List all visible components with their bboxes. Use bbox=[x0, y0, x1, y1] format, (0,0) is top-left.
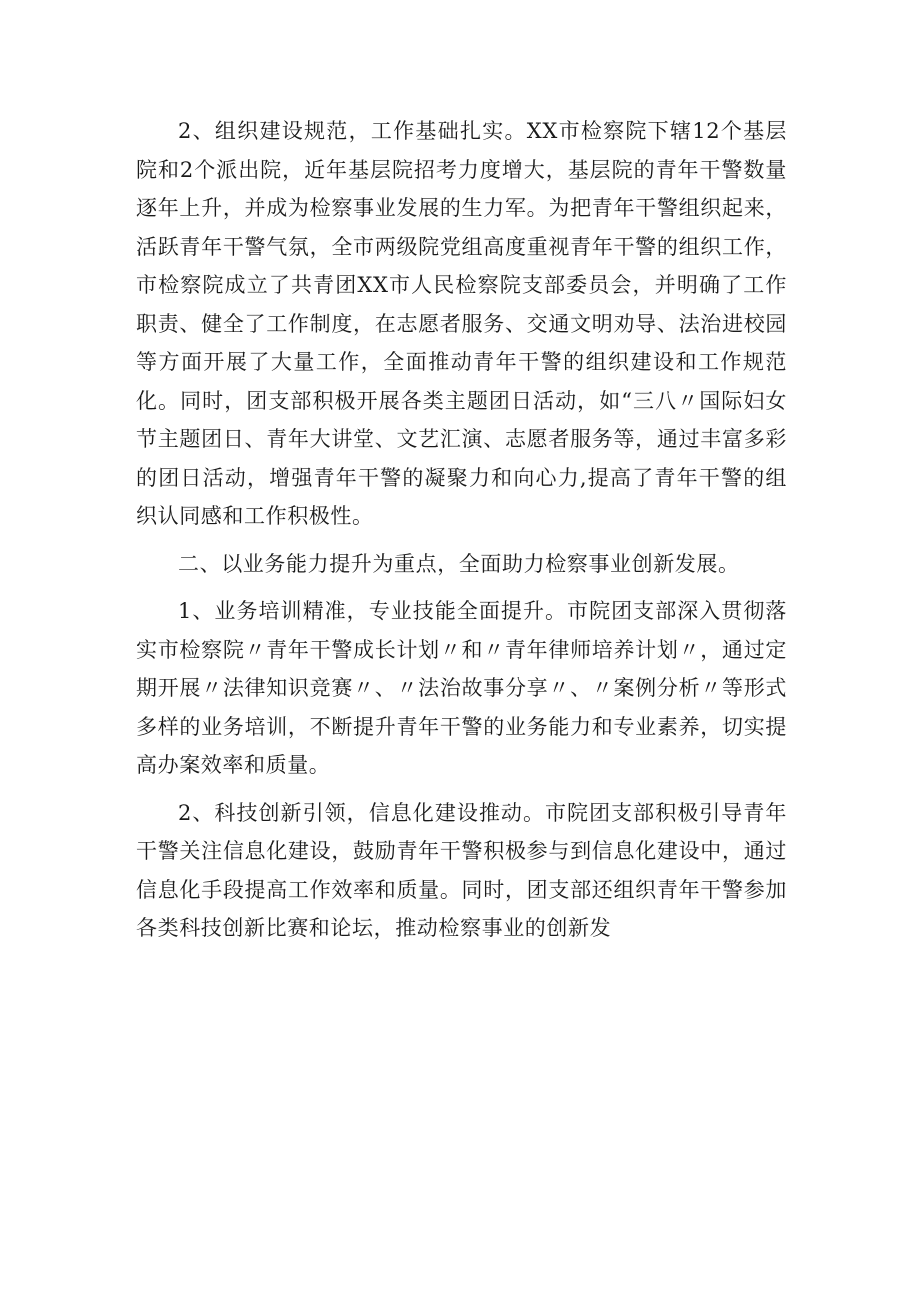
document-page bbox=[136, 112, 787, 948]
section-heading-business-ability: 二、以业务能力提升为重点，全面助力检察事业创新发展。 bbox=[178, 551, 740, 576]
paragraph-business-training: 1、业务培训精准，专业技能全面提升。市院团支部深入贯彻落实市检察院〃青年干警成长计划〃和〃青年律师培养计划〃，通过定期开展〃法律知识竞赛〃、〃法治故事分享〃、〃案例分析〃等形式多样的业务培训，不断提升青年干警的业务能力和专业素养，切实提高办案效率和质量。 bbox=[136, 599, 787, 777]
paragraph-organization-building: 2、组织建设规范，工作基础扎实。XX市检察院下辖12个基层院和2个派出院，近年基层院招考力度增大，基层院的青年干警数量逐年上升，并成为检察事业发展的生力军。为把青年干警组织起来，活跃青年干警气氛，全市两级院党组高度重视青年干警的组织工作，市检察院成立了共青团XX市人民检察院支部委员会，并明确了工作职责、健全了工作制度，在志愿者服务、交通文明劝导、法治进校园等方面开展了大量工作，全面推动青年干警的组织建设和工作规范化。同时，团支部积极开展各类主题团日活动，如“三八〃国际妇女节主题团日、青年大讲堂、文艺汇演、志愿者服务等，通过丰富多彩的团日活动，增强青年干警的凝聚力和向心力,提高了青年干警的组织认同感和工作积极性。 bbox=[136, 119, 787, 528]
paragraph-tech-innovation: 2、科技创新引领，信息化建设推动。市院团支部积极引导青年干警关注信息化建设，鼓励青年干警积极参与到信息化建设中，通过信息化手段提高工作效率和质量。同时，团支部还组织青年干警参加各类科技创新比赛和论坛，推动检察事业的创新发 bbox=[136, 800, 787, 940]
